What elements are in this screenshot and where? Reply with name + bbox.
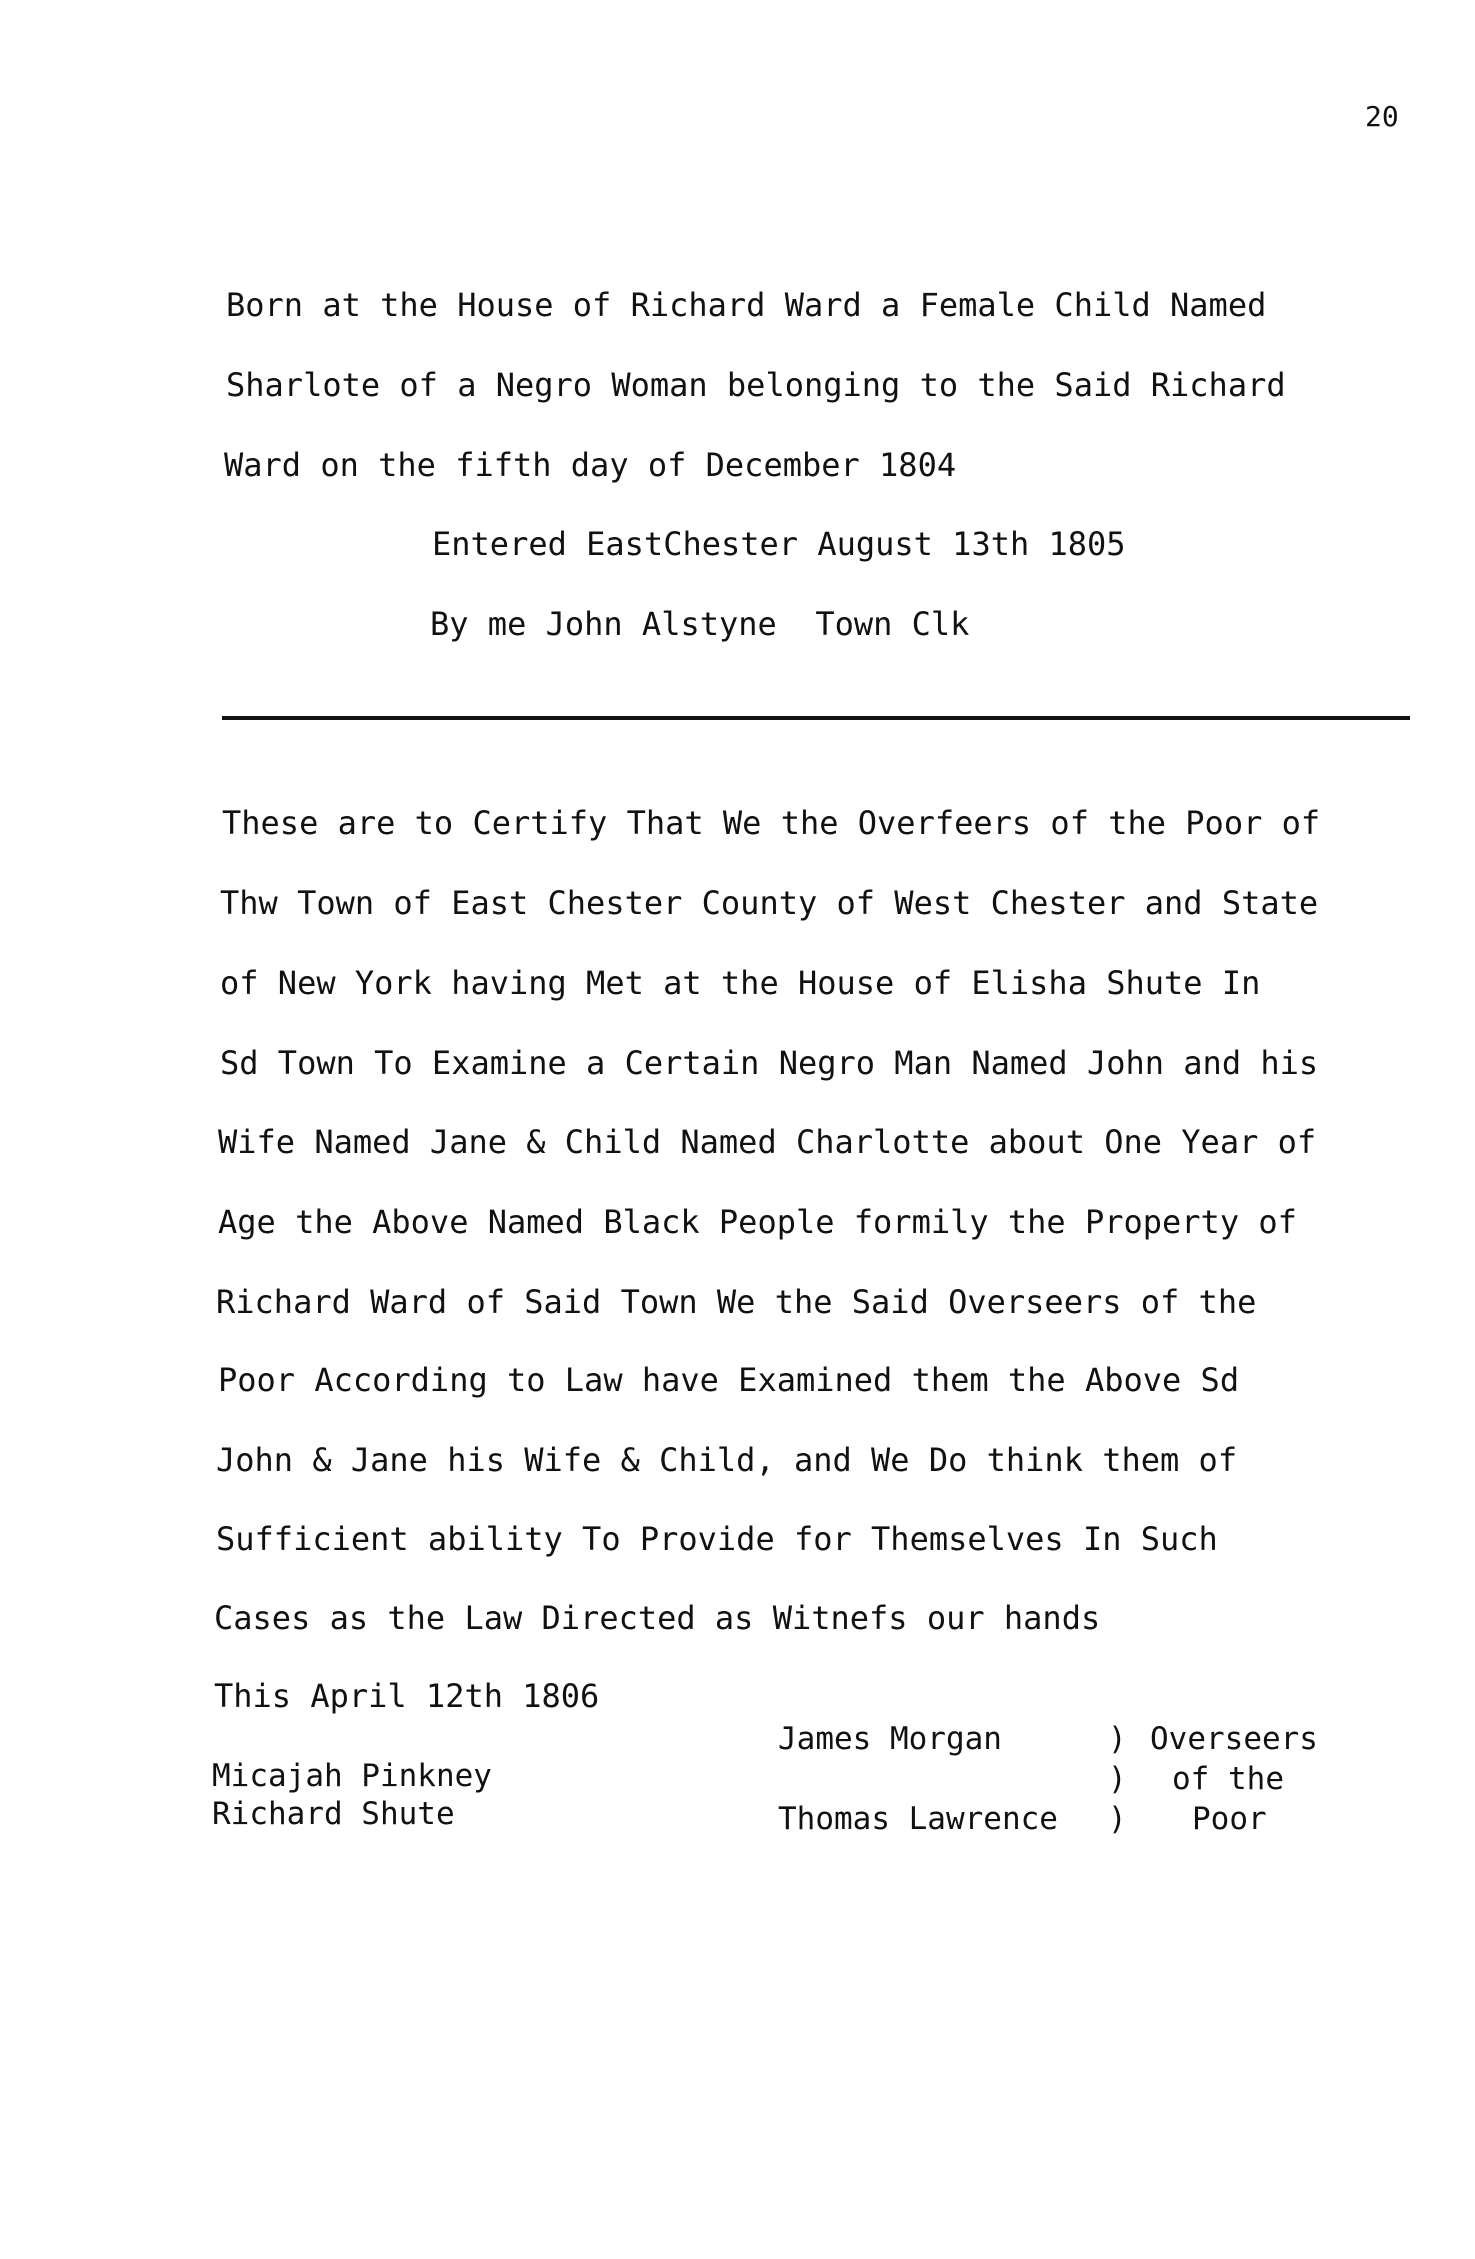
- bracket-1: ): [1108, 1721, 1127, 1757]
- page-number: 20: [1365, 100, 1399, 133]
- certificate-line-10: Sufficient ability To Provide for Themselves In Such: [216, 1520, 1218, 1558]
- certificate-line-8: Poor According to Law have Examined them the Above Sd: [218, 1361, 1240, 1399]
- certificate-line-6: Age the Above Named Black People formily the Property of: [218, 1203, 1297, 1241]
- certificate-line-1: These are to Certify That We the Overfeers of the Poor of: [222, 804, 1321, 842]
- clerk-line: By me John Alstyne Town Clk: [430, 605, 970, 643]
- certificate-date-line: This April 12th 1806: [214, 1677, 600, 1715]
- section-divider: [222, 716, 1410, 720]
- birth-record-line-1: Born at the House of Richard Ward a Female Child Named: [226, 286, 1267, 324]
- bracket-3: ): [1108, 1801, 1127, 1837]
- signature-left-1: Micajah Pinkney: [212, 1758, 492, 1794]
- certificate-line-9: John & Jane his Wife & Child, and We Do think them of: [216, 1441, 1238, 1479]
- entered-line: Entered EastChester August 13th 1805: [432, 525, 1126, 563]
- certificate-line-5: Wife Named Jane & Child Named Charlotte about One Year of: [218, 1123, 1317, 1161]
- overseers-title-2: of the: [1172, 1761, 1284, 1797]
- signature-right-2: Thomas Lawrence: [778, 1801, 1058, 1837]
- signature-left-2: Richard Shute: [212, 1796, 455, 1832]
- certificate-line-2: Thw Town of East Chester County of West Chester and State: [220, 884, 1319, 922]
- signature-right-1: James Morgan: [778, 1721, 1002, 1757]
- certificate-line-7: Richard Ward of Said Town We the Said Overseers of the: [216, 1283, 1257, 1321]
- birth-record-line-2: Sharlote of a Negro Woman belonging to the Said Richard: [226, 366, 1286, 404]
- overseers-title-1: Overseers: [1150, 1721, 1318, 1757]
- overseers-title-3: Poor: [1192, 1801, 1267, 1837]
- certificate-line-3: of New York having Met at the House of Elisha Shute In: [220, 964, 1261, 1002]
- birth-record-line-3: Ward on the fifth day of December 1804: [224, 446, 957, 484]
- certificate-line-11: Cases as the Law Directed as Witnefs our hands: [214, 1599, 1101, 1637]
- certificate-line-4: Sd Town To Examine a Certain Negro Man Named John and his: [220, 1044, 1319, 1082]
- bracket-2: ): [1108, 1761, 1127, 1797]
